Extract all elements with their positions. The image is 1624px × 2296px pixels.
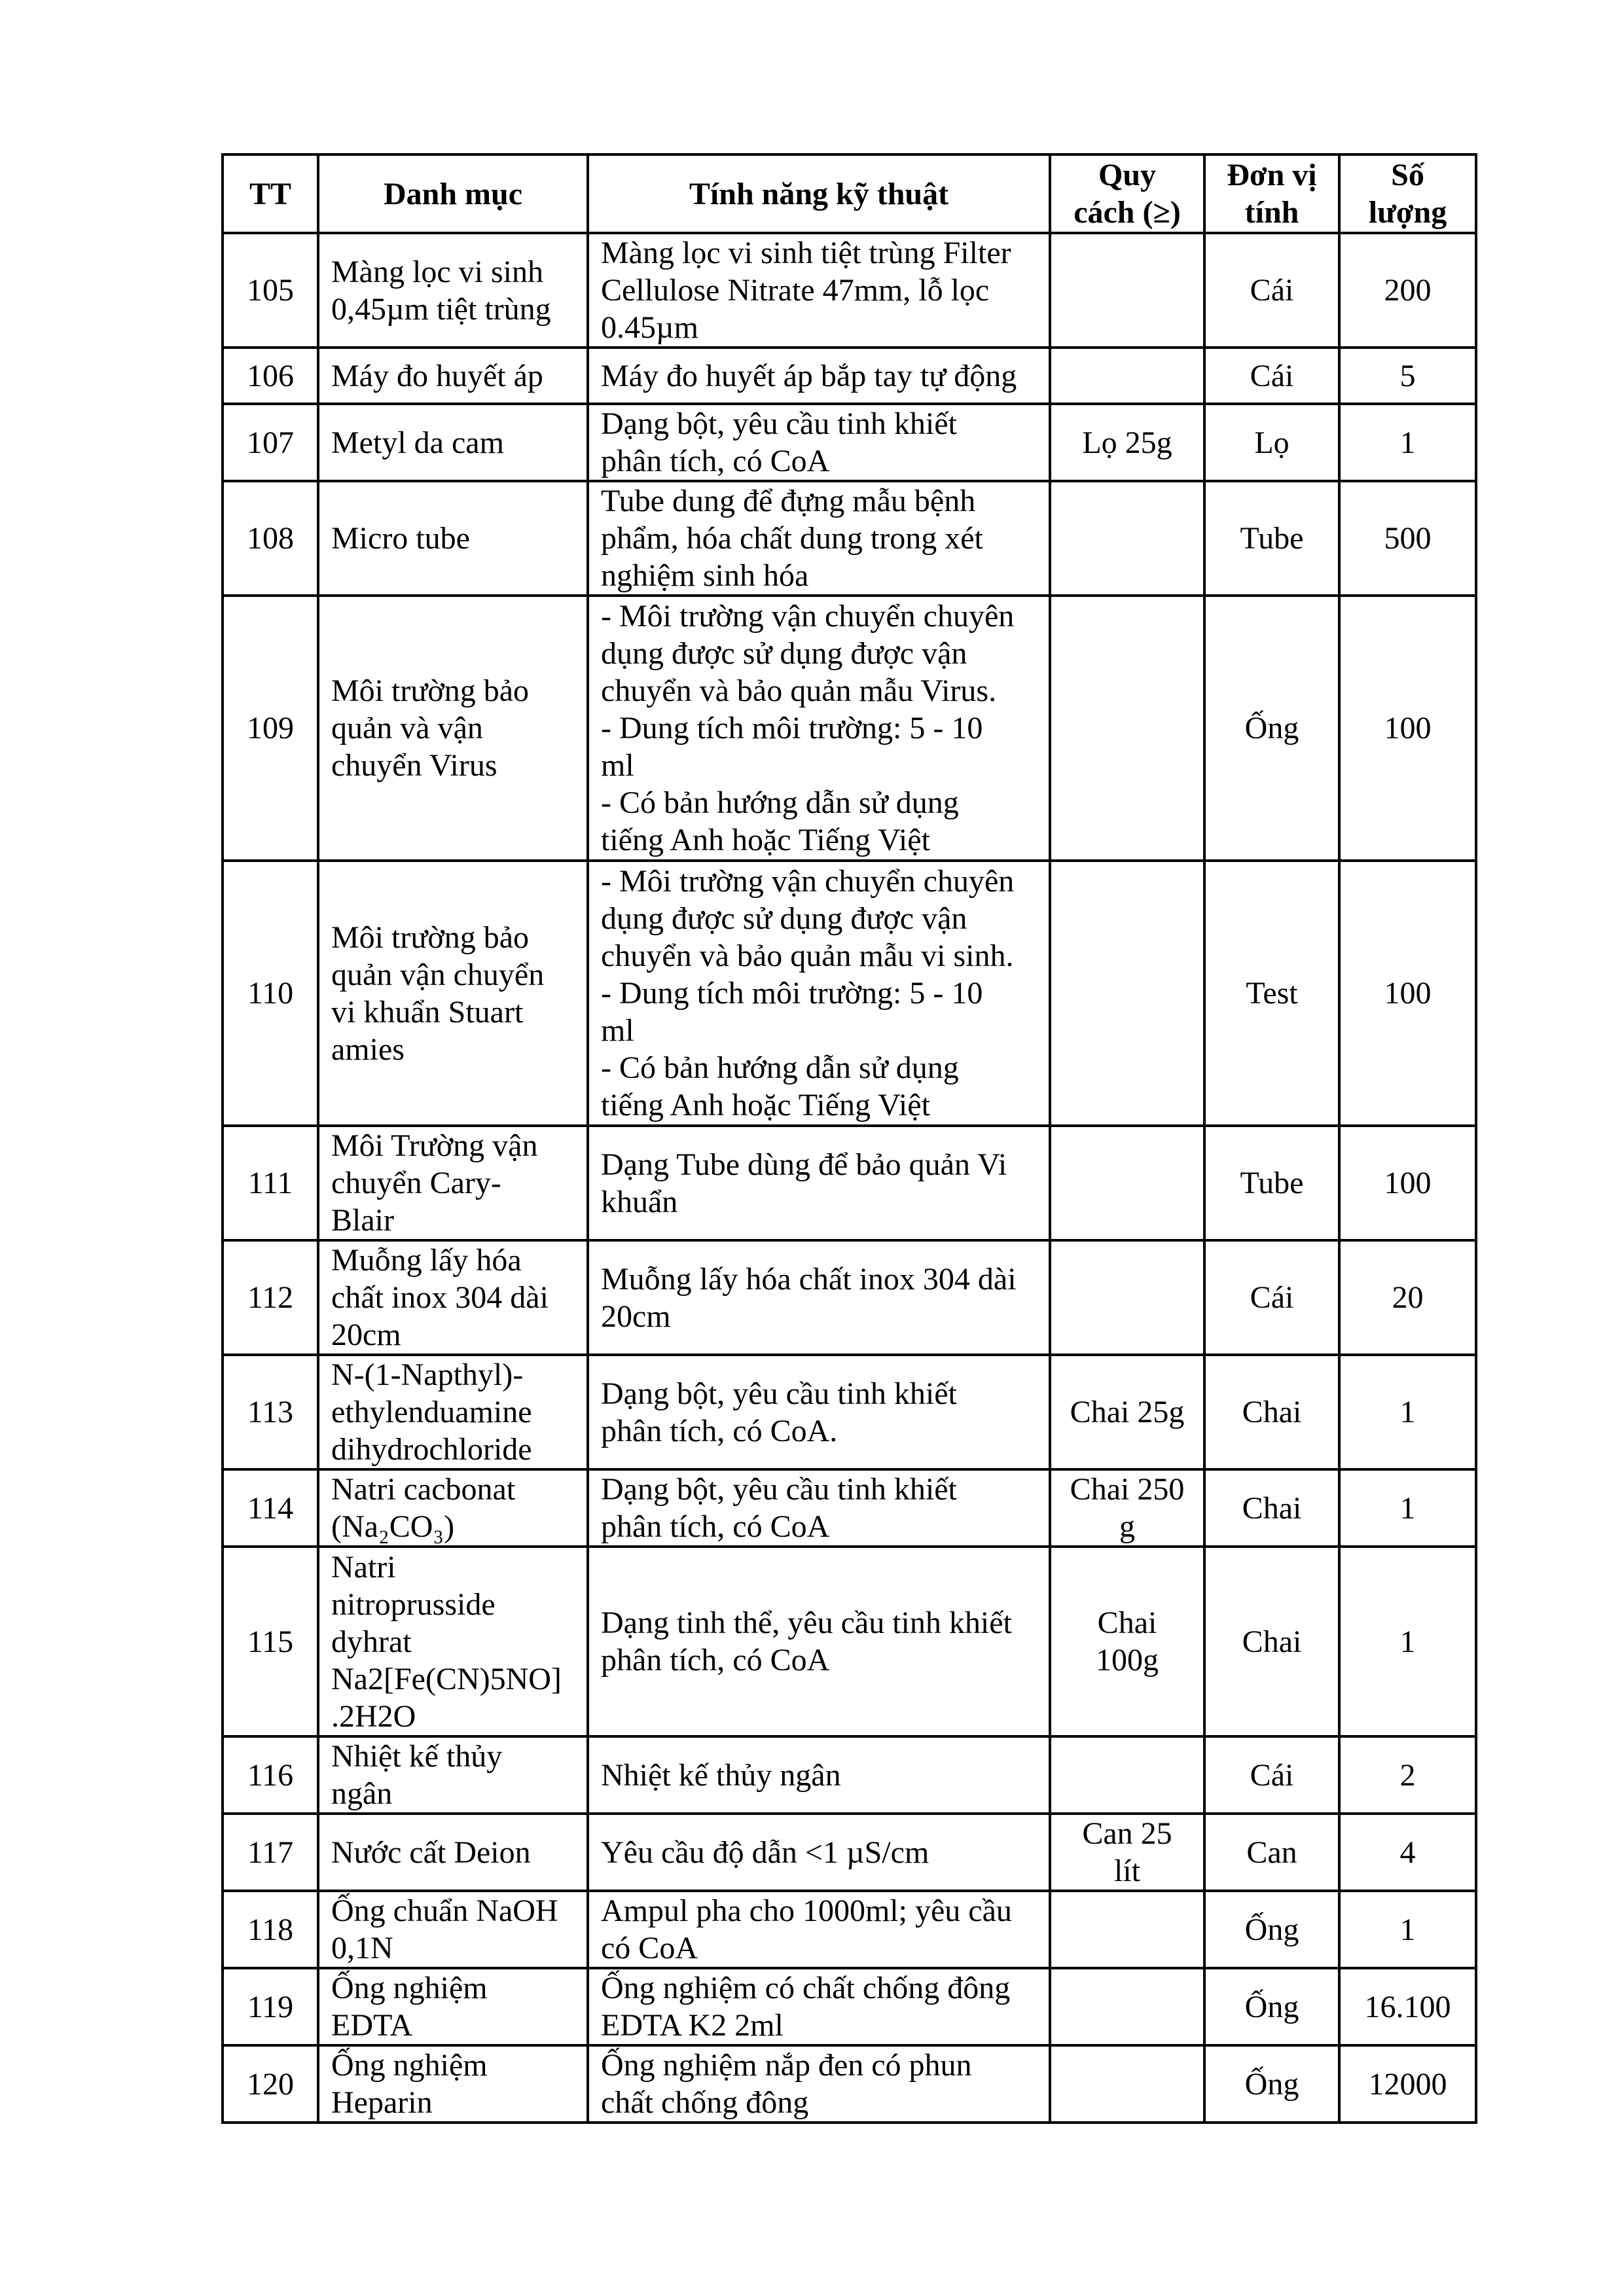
cell-qty: 16.100 bbox=[1339, 1968, 1476, 2045]
cell-spec bbox=[1050, 348, 1204, 404]
cell-qty: 100 bbox=[1339, 1126, 1476, 1240]
cell-category: Ống nghiệm EDTA bbox=[318, 1968, 588, 2045]
cell-unit: Chai bbox=[1204, 1547, 1339, 1736]
cell-tt: 116 bbox=[223, 1736, 318, 1814]
table-row bbox=[223, 348, 1476, 404]
cell-features: Dạng bột, yêu cầu tinh khiết phân tích, có CoA bbox=[588, 404, 1050, 481]
cell-tt: 119 bbox=[223, 1968, 318, 2045]
cell-spec bbox=[1050, 1126, 1204, 1240]
supply-table bbox=[221, 153, 1477, 2124]
cell-qty: 1 bbox=[1339, 1547, 1476, 1736]
cell-tt: 114 bbox=[223, 1469, 318, 1547]
cell-spec: Chai 100g bbox=[1050, 1547, 1204, 1736]
table-row bbox=[223, 1547, 1476, 1736]
cell-spec bbox=[1050, 233, 1204, 348]
cell-tt: 112 bbox=[223, 1240, 318, 1355]
cell-spec bbox=[1050, 861, 1204, 1126]
table-row bbox=[223, 861, 1476, 1126]
cell-qty: 1 bbox=[1339, 1355, 1476, 1469]
cell-spec bbox=[1050, 1968, 1204, 2045]
table-row bbox=[223, 1736, 1476, 1814]
cell-spec bbox=[1050, 596, 1204, 861]
cell-unit: Ống bbox=[1204, 1891, 1339, 1968]
table-row bbox=[223, 233, 1476, 348]
header-features: Tính năng kỹ thuật bbox=[588, 154, 1050, 233]
table-row bbox=[223, 404, 1476, 481]
cell-unit: Cái bbox=[1204, 1736, 1339, 1814]
cell-tt: 108 bbox=[223, 481, 318, 596]
cell-qty: 500 bbox=[1339, 481, 1476, 596]
cell-tt: 107 bbox=[223, 404, 318, 481]
cell-spec: Lọ 25g bbox=[1050, 404, 1204, 481]
cell-spec: Chai 250 g bbox=[1050, 1469, 1204, 1547]
cell-category: Ống nghiệm Heparin bbox=[318, 2045, 588, 2123]
cell-features: Nhiệt kế thủy ngân bbox=[588, 1736, 1050, 1814]
cell-unit: Tube bbox=[1204, 481, 1339, 596]
cell-tt: 110 bbox=[223, 861, 318, 1126]
cell-category: Metyl da cam bbox=[318, 404, 588, 481]
cell-tt: 111 bbox=[223, 1126, 318, 1240]
cell-category: Nhiệt kế thủy ngân bbox=[318, 1736, 588, 1814]
cell-features: Máy đo huyết áp bắp tay tự động bbox=[588, 348, 1050, 404]
cell-qty: 1 bbox=[1339, 404, 1476, 481]
cell-tt: 113 bbox=[223, 1355, 318, 1469]
table-row bbox=[223, 2045, 1476, 2123]
cell-tt: 106 bbox=[223, 348, 318, 404]
cell-qty: 4 bbox=[1339, 1814, 1476, 1891]
cell-features: Ống nghiệm nắp đen có phun chất chống đông bbox=[588, 2045, 1050, 2123]
cell-unit: Ống bbox=[1204, 2045, 1339, 2123]
cell-features: - Môi trường vận chuyển chuyên dụng được sử dụng được vận chuyển và bảo quản mẫu vi sinh. - Dung tích môi trường: 5 - 10 ml - Có bản hướng dẫn sử dụng tiếng Anh hoặc Tiếng Việt bbox=[588, 861, 1050, 1126]
cell-unit: Tube bbox=[1204, 1126, 1339, 1240]
cell-unit: Ống bbox=[1204, 596, 1339, 861]
table-row bbox=[223, 1355, 1476, 1469]
cell-unit: Chai bbox=[1204, 1355, 1339, 1469]
cell-spec: Can 25 lít bbox=[1050, 1814, 1204, 1891]
cell-tt: 120 bbox=[223, 2045, 318, 2123]
cell-category: Môi trường bảo quản vận chuyển vi khuẩn Stuart amies bbox=[318, 861, 588, 1126]
cell-category: Môi trường bảo quản và vận chuyển Virus bbox=[318, 596, 588, 861]
cell-category: Máy đo huyết áp bbox=[318, 348, 588, 404]
cell-features: Màng lọc vi sinh tiệt trùng Filter Cellulose Nitrate 47mm, lỗ lọc 0.45µm bbox=[588, 233, 1050, 348]
cell-features: Ống nghiệm có chất chống đông EDTA K2 2ml bbox=[588, 1968, 1050, 2045]
cell-unit: Lọ bbox=[1204, 404, 1339, 481]
header-spec: Quy cách (≥) bbox=[1050, 154, 1204, 233]
cell-spec bbox=[1050, 481, 1204, 596]
cell-spec bbox=[1050, 1736, 1204, 1814]
cell-features: Dạng tinh thể, yêu cầu tinh khiết phân tích, có CoA bbox=[588, 1547, 1050, 1736]
cell-category: N-(1-Napthyl)- ethylenduamine dihydrochloride bbox=[318, 1355, 588, 1469]
table-row bbox=[223, 1814, 1476, 1891]
table-row bbox=[223, 1126, 1476, 1240]
cell-tt: 105 bbox=[223, 233, 318, 348]
cell-category: Micro tube bbox=[318, 481, 588, 596]
cell-unit: Chai bbox=[1204, 1469, 1339, 1547]
cell-qty: 5 bbox=[1339, 348, 1476, 404]
table-row bbox=[223, 1469, 1476, 1547]
cell-unit: Cái bbox=[1204, 348, 1339, 404]
cell-spec bbox=[1050, 1240, 1204, 1355]
cell-qty: 100 bbox=[1339, 596, 1476, 861]
cell-category: Nước cất Deion bbox=[318, 1814, 588, 1891]
cell-tt: 118 bbox=[223, 1891, 318, 1968]
cell-unit: Cái bbox=[1204, 233, 1339, 348]
header-unit: Đơn vị tính bbox=[1204, 154, 1339, 233]
cell-tt: 117 bbox=[223, 1814, 318, 1891]
cell-tt: 115 bbox=[223, 1547, 318, 1736]
cell-spec: Chai 25g bbox=[1050, 1355, 1204, 1469]
cell-features: Dạng Tube dùng để bảo quản Vi khuẩn bbox=[588, 1126, 1050, 1240]
table-row bbox=[223, 1968, 1476, 2045]
cell-features: Yêu cầu độ dẫn <1 µS/cm bbox=[588, 1814, 1050, 1891]
cell-unit: Cái bbox=[1204, 1240, 1339, 1355]
cell-features: Tube dung để đựng mẫu bệnh phẩm, hóa chất dung trong xét nghiệm sinh hóa bbox=[588, 481, 1050, 596]
cell-qty: 1 bbox=[1339, 1891, 1476, 1968]
table-row bbox=[223, 1891, 1476, 1968]
cell-features: Muỗng lấy hóa chất inox 304 dài 20cm bbox=[588, 1240, 1050, 1355]
cell-unit: Can bbox=[1204, 1814, 1339, 1891]
cell-category: Môi Trường vận chuyển Cary- Blair bbox=[318, 1126, 588, 1240]
header-tt: TT bbox=[223, 154, 318, 233]
cell-qty: 100 bbox=[1339, 861, 1476, 1126]
cell-qty: 2 bbox=[1339, 1736, 1476, 1814]
cell-category: Natri cacbonat (Na₂CO₃) bbox=[318, 1469, 588, 1547]
cell-features: Dạng bột, yêu cầu tinh khiết phân tích, có CoA bbox=[588, 1469, 1050, 1547]
cell-qty: 200 bbox=[1339, 233, 1476, 348]
cell-category: Màng lọc vi sinh 0,45µm tiệt trùng bbox=[318, 233, 588, 348]
cell-spec bbox=[1050, 2045, 1204, 2123]
cell-unit: Ống bbox=[1204, 1968, 1339, 2045]
table-row bbox=[223, 1240, 1476, 1355]
cell-unit: Test bbox=[1204, 861, 1339, 1126]
cell-qty: 20 bbox=[1339, 1240, 1476, 1355]
cell-tt: 109 bbox=[223, 596, 318, 861]
cell-category: Ống chuẩn NaOH 0,1N bbox=[318, 1891, 588, 1968]
table-header bbox=[223, 154, 1476, 233]
cell-features: - Môi trường vận chuyển chuyên dụng được sử dụng được vận chuyển và bảo quản mẫu Virus. - Dung tích môi trường: 5 - 10 ml - Có bản hướng dẫn sử dụng tiếng Anh hoặc Tiếng Việt bbox=[588, 596, 1050, 861]
header-qty: Số lượng bbox=[1339, 154, 1476, 233]
cell-features: Dạng bột, yêu cầu tinh khiết phân tích, có CoA. bbox=[588, 1355, 1050, 1469]
cell-features: Ampul pha cho 1000ml; yêu cầu có CoA bbox=[588, 1891, 1050, 1968]
cell-qty: 1 bbox=[1339, 1469, 1476, 1547]
table-row bbox=[223, 596, 1476, 861]
cell-category: Muỗng lấy hóa chất inox 304 dài 20cm bbox=[318, 1240, 588, 1355]
header-category: Danh mục bbox=[318, 154, 588, 233]
cell-qty: 12000 bbox=[1339, 2045, 1476, 2123]
cell-spec bbox=[1050, 1891, 1204, 1968]
table-body bbox=[223, 233, 1476, 2123]
header-row bbox=[223, 154, 1476, 233]
cell-category: Natri nitroprusside dyhrat Na2[Fe(CN)5NO] .2H2O bbox=[318, 1547, 588, 1736]
table-row bbox=[223, 481, 1476, 596]
